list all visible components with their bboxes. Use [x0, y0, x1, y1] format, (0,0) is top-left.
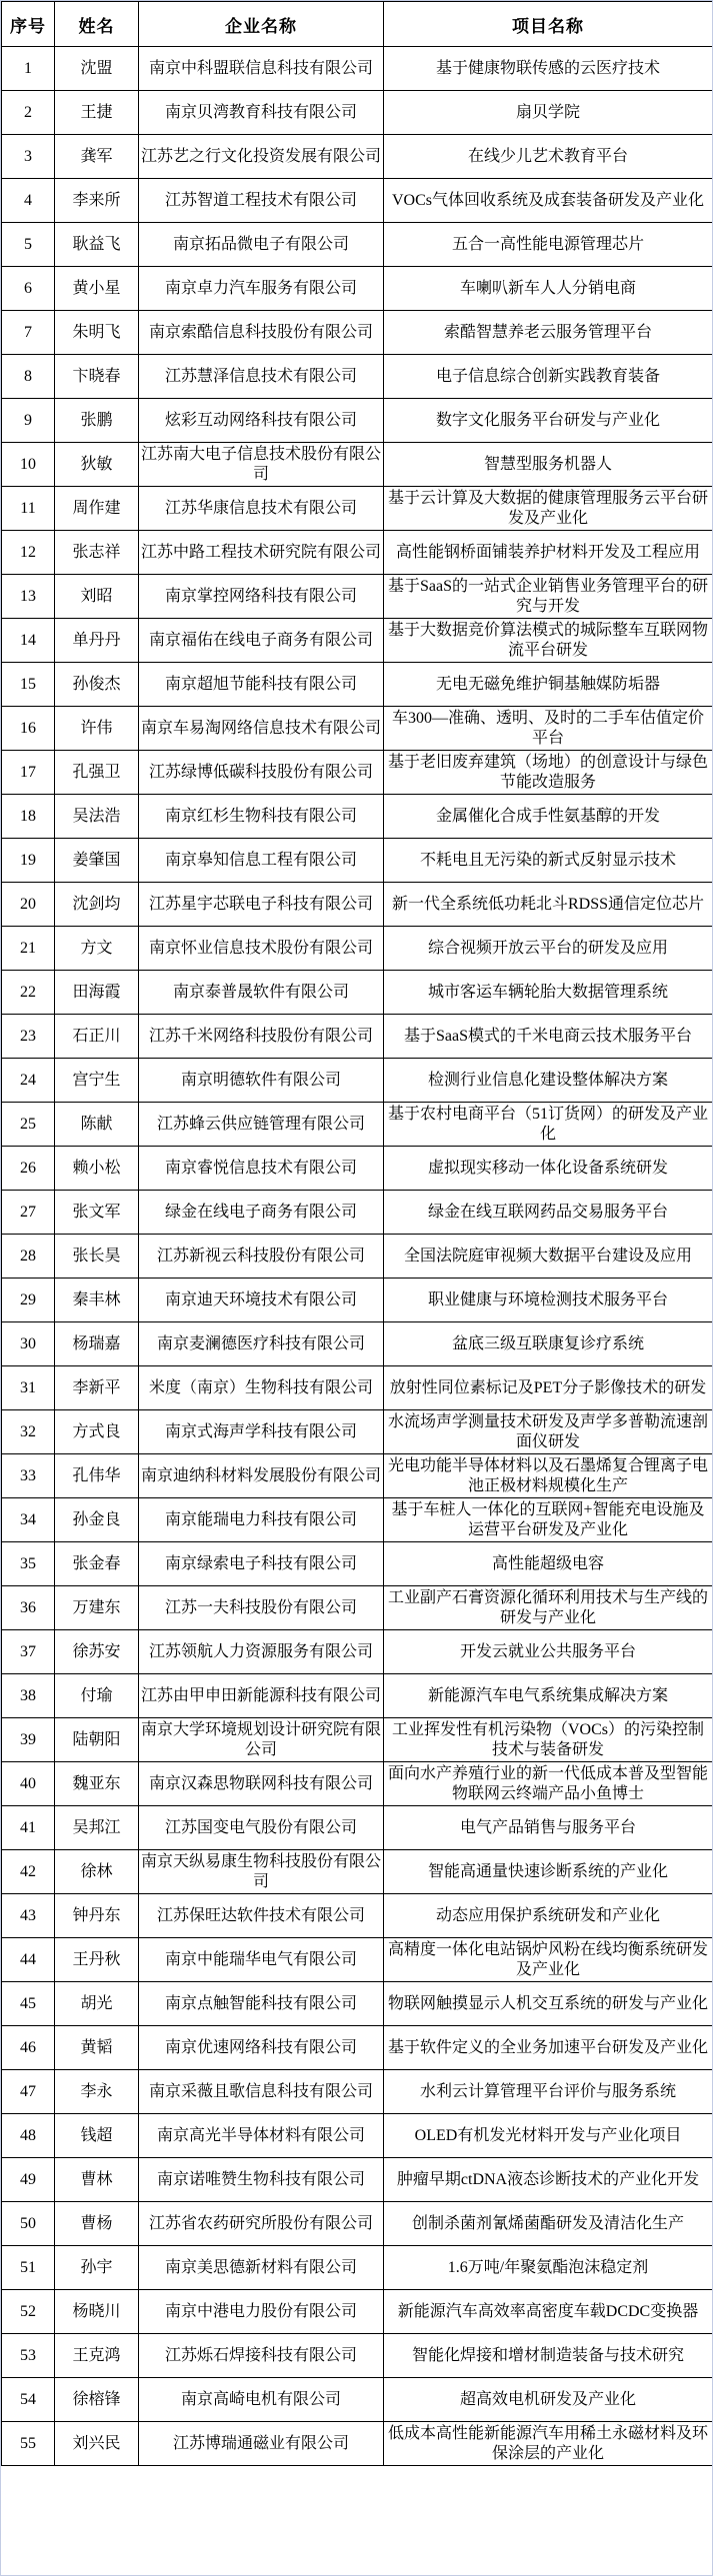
project-name-cell: 检测行业信息化建设整体解决方案 — [384, 1059, 713, 1103]
column-header-company: 企业名称 — [139, 2, 384, 47]
project-name-cell: 基于SaaS的一站式企业销售业务管理平台的研究与开发 — [384, 575, 713, 619]
project-name-cell: 电子信息综合创新实践教育装备 — [384, 355, 713, 399]
row-number-cell: 40 — [2, 1762, 55, 1806]
company-name-cell: 南京睿悦信息技术有限公司 — [139, 1147, 384, 1191]
row-number-cell: 48 — [2, 2114, 55, 2158]
table-row — [2, 443, 713, 487]
row-number-cell: 28 — [2, 1235, 55, 1279]
company-name-cell: 江苏博瑞通磁业有限公司 — [139, 2422, 384, 2466]
company-name-cell: 南京超旭节能科技有限公司 — [139, 663, 384, 707]
project-name-cell: 高性能钢桥面铺装养护材料开发及工程应用 — [384, 531, 713, 575]
person-name-cell: 黄韬 — [55, 2026, 139, 2070]
project-name-cell: 基于健康物联传感的云医疗技术 — [384, 47, 713, 91]
project-name-cell: 不耗电且无污染的新式反射显示技术 — [384, 839, 713, 883]
table-row — [2, 883, 713, 927]
table-row — [2, 1806, 713, 1850]
project-name-cell: 扇贝学院 — [384, 91, 713, 135]
company-name-cell: 南京中科盟联信息科技有限公司 — [139, 47, 384, 91]
company-name-cell: 南京绿索电子科技有限公司 — [139, 1542, 384, 1586]
row-number-cell: 55 — [2, 2422, 55, 2466]
person-name-cell: 沈剑均 — [55, 883, 139, 927]
table-row — [2, 91, 713, 135]
table-row — [2, 1718, 713, 1762]
company-name-cell: 南京采薇且歌信息科技有限公司 — [139, 2070, 384, 2114]
person-name-cell: 刘兴民 — [55, 2422, 139, 2466]
table-row — [2, 1498, 713, 1542]
project-name-cell: 智能化焊接和增材制造装备与技术研究 — [384, 2334, 713, 2378]
project-name-cell: 综合视频开放云平台的研发及应用 — [384, 927, 713, 971]
table-row — [2, 1279, 713, 1322]
company-name-cell: 南京迪天环境技术有限公司 — [139, 1279, 384, 1322]
table-row — [2, 47, 713, 91]
row-number-cell: 25 — [2, 1103, 55, 1147]
row-number-cell: 51 — [2, 2246, 55, 2290]
person-name-cell: 孙俊杰 — [55, 663, 139, 707]
person-name-cell: 石正川 — [55, 1015, 139, 1059]
person-name-cell: 田海霞 — [55, 971, 139, 1015]
header-row — [2, 2, 713, 47]
company-name-cell: 江苏慧泽信息技术有限公司 — [139, 355, 384, 399]
person-name-cell: 方文 — [55, 927, 139, 971]
row-number-cell: 11 — [2, 487, 55, 531]
company-name-cell: 南京拓品微电子有限公司 — [139, 223, 384, 267]
table-row — [2, 1982, 713, 2026]
row-number-cell: 42 — [2, 1850, 55, 1894]
project-name-cell: 工业挥发性有机污染物（VOCs）的污染控制技术与装备研发 — [384, 1718, 713, 1762]
person-name-cell: 宫宁生 — [55, 1059, 139, 1103]
project-name-cell: 五合一高性能电源管理芯片 — [384, 223, 713, 267]
table-row — [2, 1015, 713, 1059]
table-row — [2, 2158, 713, 2202]
table-row — [2, 839, 713, 883]
person-name-cell: 周作建 — [55, 487, 139, 531]
table-row — [2, 1191, 713, 1235]
row-number-cell: 5 — [2, 223, 55, 267]
row-number-cell: 43 — [2, 1894, 55, 1938]
person-name-cell: 刘昭 — [55, 575, 139, 619]
company-name-cell: 江苏省农药研究所股份有限公司 — [139, 2202, 384, 2246]
person-name-cell: 徐苏安 — [55, 1630, 139, 1674]
row-number-cell: 27 — [2, 1191, 55, 1235]
person-name-cell: 朱明飞 — [55, 311, 139, 355]
table-row — [2, 1366, 713, 1410]
table-row — [2, 1454, 713, 1498]
company-name-cell: 江苏一夫科技股份有限公司 — [139, 1586, 384, 1630]
row-number-cell: 3 — [2, 135, 55, 179]
person-name-cell: 王丹秋 — [55, 1938, 139, 1982]
table-row — [2, 2378, 713, 2422]
table-row — [2, 355, 713, 399]
person-name-cell: 李永 — [55, 2070, 139, 2114]
project-name-cell: 盆底三级互联康复诊疗系统 — [384, 1322, 713, 1366]
company-name-cell: 南京卓力汽车服务有限公司 — [139, 267, 384, 311]
table-body — [2, 47, 713, 2466]
table-row — [2, 1542, 713, 1586]
project-name-cell: 智慧型服务机器人 — [384, 443, 713, 487]
row-number-cell: 24 — [2, 1059, 55, 1103]
person-name-cell: 龚军 — [55, 135, 139, 179]
project-name-cell: 虚拟现实移动一体化设备系统研发 — [384, 1147, 713, 1191]
person-name-cell: 杨瑞嘉 — [55, 1322, 139, 1366]
row-number-cell: 10 — [2, 443, 55, 487]
project-name-cell: OLED有机发光材料开发与产业化项目 — [384, 2114, 713, 2158]
project-name-cell: 全国法院庭审视频大数据平台建设及应用 — [384, 1235, 713, 1279]
person-name-cell: 胡光 — [55, 1982, 139, 2026]
company-name-cell: 南京车易淘网络信息技术有限公司 — [139, 707, 384, 751]
project-name-cell: VOCs气体回收系统及成套装备研发及产业化 — [384, 179, 713, 223]
company-name-cell: 江苏千米网络科技股份有限公司 — [139, 1015, 384, 1059]
company-name-cell: 南京麦澜德医疗科技有限公司 — [139, 1322, 384, 1366]
company-name-cell: 江苏星宇芯联电子科技有限公司 — [139, 883, 384, 927]
person-name-cell: 方式良 — [55, 1410, 139, 1454]
person-name-cell: 王捷 — [55, 91, 139, 135]
person-name-cell: 张志祥 — [55, 531, 139, 575]
project-name-cell: 城市客运车辆轮胎大数据管理系统 — [384, 971, 713, 1015]
person-name-cell: 狄敏 — [55, 443, 139, 487]
person-name-cell: 许伟 — [55, 707, 139, 751]
project-name-cell: 金属催化合成手性氨基醇的开发 — [384, 795, 713, 839]
company-name-cell: 南京诺唯赞生物科技有限公司 — [139, 2158, 384, 2202]
project-name-cell: 数字文化服务平台研发与产业化 — [384, 399, 713, 443]
project-name-cell: 高精度一体化电站锅炉风粉在线均衡系统研发及产业化 — [384, 1938, 713, 1982]
company-name-cell: 南京天纵易康生物科技股份有限公司 — [139, 1850, 384, 1894]
table-row — [2, 1147, 713, 1191]
row-number-cell: 33 — [2, 1454, 55, 1498]
row-number-cell: 31 — [2, 1366, 55, 1410]
company-name-cell: 南京掌控网络科技有限公司 — [139, 575, 384, 619]
person-name-cell: 孙宇 — [55, 2246, 139, 2290]
person-name-cell: 徐榕锋 — [55, 2378, 139, 2422]
project-name-cell: 高性能超级电容 — [384, 1542, 713, 1586]
person-name-cell: 陈献 — [55, 1103, 139, 1147]
person-name-cell: 杨晓川 — [55, 2290, 139, 2334]
table-row — [2, 2290, 713, 2334]
table-header — [2, 2, 713, 47]
project-name-cell: 开发云就业公共服务平台 — [384, 1630, 713, 1674]
row-number-cell: 9 — [2, 399, 55, 443]
company-name-cell: 南京能瑞电力科技有限公司 — [139, 1498, 384, 1542]
table-row — [2, 399, 713, 443]
company-name-cell: 江苏保旺达软件技术有限公司 — [139, 1894, 384, 1938]
person-name-cell: 孙金良 — [55, 1498, 139, 1542]
row-number-cell: 19 — [2, 839, 55, 883]
project-name-cell: 超高效电机研发及产业化 — [384, 2378, 713, 2422]
person-name-cell: 张金春 — [55, 1542, 139, 1586]
row-number-cell: 49 — [2, 2158, 55, 2202]
project-name-cell: 在线少儿艺术教育平台 — [384, 135, 713, 179]
project-name-cell: 光电功能半导体材料以及石墨烯复合锂离子电池正极材料规模化生产 — [384, 1454, 713, 1498]
row-number-cell: 23 — [2, 1015, 55, 1059]
table-row — [2, 1410, 713, 1454]
project-name-cell: 基于大数据竞价算法模式的城际整车互联网物流平台研发 — [384, 619, 713, 663]
row-number-cell: 16 — [2, 707, 55, 751]
column-header-name: 姓名 — [55, 2, 139, 47]
project-name-cell: 基于老旧废弃建筑（场地）的创意设计与绿色节能改造服务 — [384, 751, 713, 795]
row-number-cell: 22 — [2, 971, 55, 1015]
company-name-cell: 南京明德软件有限公司 — [139, 1059, 384, 1103]
table-row — [2, 135, 713, 179]
person-name-cell: 张鹏 — [55, 399, 139, 443]
project-name-cell: 基于车桩人一体化的互联网+智能充电设施及运营平台研发及产业化 — [384, 1498, 713, 1542]
table-row — [2, 531, 713, 575]
company-name-cell: 江苏绿博低碳科技股份有限公司 — [139, 751, 384, 795]
row-number-cell: 21 — [2, 927, 55, 971]
row-number-cell: 26 — [2, 1147, 55, 1191]
column-header-index: 序号 — [2, 2, 55, 47]
table-row — [2, 575, 713, 619]
project-name-cell: 肿瘤早期ctDNA液态诊断技术的产业化开发 — [384, 2158, 713, 2202]
row-number-cell: 38 — [2, 1674, 55, 1718]
table-row — [2, 1762, 713, 1806]
row-number-cell: 7 — [2, 311, 55, 355]
company-name-cell: 江苏由甲申田新能源科技有限公司 — [139, 1674, 384, 1718]
person-name-cell: 耿益飞 — [55, 223, 139, 267]
company-name-cell: 南京中港电力股份有限公司 — [139, 2290, 384, 2334]
company-name-cell: 江苏新视云科技股份有限公司 — [139, 1235, 384, 1279]
table-row — [2, 267, 713, 311]
table-row — [2, 751, 713, 795]
person-name-cell: 沈盟 — [55, 47, 139, 91]
company-name-cell: 绿金在线电子商务有限公司 — [139, 1191, 384, 1235]
person-name-cell: 李来所 — [55, 179, 139, 223]
table-row — [2, 619, 713, 663]
company-name-cell: 江苏艺之行文化投资发展有限公司 — [139, 135, 384, 179]
row-number-cell: 50 — [2, 2202, 55, 2246]
row-number-cell: 2 — [2, 91, 55, 135]
company-name-cell: 南京福佑在线电子商务有限公司 — [139, 619, 384, 663]
table-row — [2, 2202, 713, 2246]
project-name-cell: 工业副产石膏资源化循环利用技术与生产线的研发与产业化 — [384, 1586, 713, 1630]
table-row — [2, 1235, 713, 1279]
person-name-cell: 张文军 — [55, 1191, 139, 1235]
row-number-cell: 44 — [2, 1938, 55, 1982]
project-name-cell: 无电无磁免维护铜基触媒防垢器 — [384, 663, 713, 707]
table-row — [2, 1103, 713, 1147]
row-number-cell: 46 — [2, 2026, 55, 2070]
company-name-cell: 南京泰普晟软件有限公司 — [139, 971, 384, 1015]
person-name-cell: 陆朝阳 — [55, 1718, 139, 1762]
project-name-cell: 绿金在线互联网药品交易服务平台 — [384, 1191, 713, 1235]
person-name-cell: 单丹丹 — [55, 619, 139, 663]
person-name-cell: 吴法浩 — [55, 795, 139, 839]
project-name-cell: 创制杀菌剂氰烯菌酯研发及清洁化生产 — [384, 2202, 713, 2246]
table-row — [2, 2246, 713, 2290]
company-name-cell: 南京大学环境规划设计研究院有限公司 — [139, 1718, 384, 1762]
table-row — [2, 663, 713, 707]
table-row — [2, 2070, 713, 2114]
person-name-cell: 万建东 — [55, 1586, 139, 1630]
company-name-cell: 南京高光半导体材料有限公司 — [139, 2114, 384, 2158]
table-row — [2, 971, 713, 1015]
row-number-cell: 36 — [2, 1586, 55, 1630]
table-row — [2, 1894, 713, 1938]
row-number-cell: 54 — [2, 2378, 55, 2422]
person-name-cell: 钱超 — [55, 2114, 139, 2158]
row-number-cell: 41 — [2, 1806, 55, 1850]
table-row — [2, 927, 713, 971]
person-name-cell: 李新平 — [55, 1366, 139, 1410]
company-name-cell: 南京红杉生物科技有限公司 — [139, 795, 384, 839]
project-name-cell: 索酷智慧养老云服务管理平台 — [384, 311, 713, 355]
project-name-cell: 1.6万吨/年聚氨酯泡沫稳定剂 — [384, 2246, 713, 2290]
table-row — [2, 1630, 713, 1674]
person-name-cell: 曹杨 — [55, 2202, 139, 2246]
project-name-cell: 新一代全系统低功耗北斗RDSS通信定位芯片 — [384, 883, 713, 927]
table-row — [2, 1586, 713, 1630]
table-row — [2, 223, 713, 267]
project-name-cell: 基于SaaS模式的千米电商云技术服务平台 — [384, 1015, 713, 1059]
person-name-cell: 钟丹东 — [55, 1894, 139, 1938]
project-name-cell: 电气产品销售与服务平台 — [384, 1806, 713, 1850]
row-number-cell: 6 — [2, 267, 55, 311]
row-number-cell: 29 — [2, 1279, 55, 1322]
project-name-cell: 动态应用保护系统研发和产业化 — [384, 1894, 713, 1938]
person-name-cell: 孔强卫 — [55, 751, 139, 795]
project-name-cell: 低成本高性能新能源汽车用稀土永磁材料及环保涂层的产业化 — [384, 2422, 713, 2466]
company-name-cell: 南京点触智能科技有限公司 — [139, 1982, 384, 2026]
company-name-cell: 江苏华康信息技术有限公司 — [139, 487, 384, 531]
company-name-cell: 南京中能瑞华电气有限公司 — [139, 1938, 384, 1982]
project-name-cell: 车300—准确、透明、及时的二手车估值定价平台 — [384, 707, 713, 751]
row-number-cell: 17 — [2, 751, 55, 795]
project-name-cell: 智能高通量快速诊断系统的产业化 — [384, 1850, 713, 1894]
person-name-cell: 付瑜 — [55, 1674, 139, 1718]
person-name-cell: 卞晓春 — [55, 355, 139, 399]
row-number-cell: 34 — [2, 1498, 55, 1542]
table-row — [2, 1674, 713, 1718]
row-number-cell: 45 — [2, 1982, 55, 2026]
company-name-cell: 南京皋知信息工程有限公司 — [139, 839, 384, 883]
person-name-cell: 赖小松 — [55, 1147, 139, 1191]
company-name-cell: 江苏智道工程技术有限公司 — [139, 179, 384, 223]
table-row — [2, 487, 713, 531]
table-row — [2, 2026, 713, 2070]
company-name-cell: 江苏国变电气股份有限公司 — [139, 1806, 384, 1850]
row-number-cell: 14 — [2, 619, 55, 663]
project-name-cell: 水利云计算管理平台评价与服务系统 — [384, 2070, 713, 2114]
company-name-cell: 南京索酷信息科技股份有限公司 — [139, 311, 384, 355]
person-name-cell: 黄小星 — [55, 267, 139, 311]
table-row — [2, 2422, 713, 2466]
company-name-cell: 南京优速网络科技有限公司 — [139, 2026, 384, 2070]
project-name-cell: 物联网触摸显示人机交互系统的研发与产业化 — [384, 1982, 713, 2026]
company-name-cell: 南京怀业信息技术股份有限公司 — [139, 927, 384, 971]
row-number-cell: 37 — [2, 1630, 55, 1674]
company-name-cell: 米度（南京）生物科技有限公司 — [139, 1366, 384, 1410]
row-number-cell: 35 — [2, 1542, 55, 1586]
table-row — [2, 795, 713, 839]
project-name-cell: 新能源汽车高效率高密度车载DCDC变换器 — [384, 2290, 713, 2334]
table-row — [2, 1059, 713, 1103]
project-name-cell: 新能源汽车电气系统集成解决方案 — [384, 1674, 713, 1718]
project-name-cell: 基于云计算及大数据的健康管理服务云平台研发及产业化 — [384, 487, 713, 531]
person-name-cell: 姜肇国 — [55, 839, 139, 883]
person-name-cell: 徐林 — [55, 1850, 139, 1894]
person-name-cell: 张长昊 — [55, 1235, 139, 1279]
person-name-cell: 吴邦江 — [55, 1806, 139, 1850]
project-name-cell: 放射性同位素标记及PET分子影像技术的研发 — [384, 1366, 713, 1410]
company-name-cell: 江苏中路工程技术研究院有限公司 — [139, 531, 384, 575]
row-number-cell: 4 — [2, 179, 55, 223]
row-number-cell: 52 — [2, 2290, 55, 2334]
row-number-cell: 12 — [2, 531, 55, 575]
person-name-cell: 王克鸿 — [55, 2334, 139, 2378]
row-number-cell: 53 — [2, 2334, 55, 2378]
row-number-cell: 47 — [2, 2070, 55, 2114]
company-name-cell: 南京美思德新材料有限公司 — [139, 2246, 384, 2290]
project-name-cell: 职业健康与环境检测技术服务平台 — [384, 1279, 713, 1322]
table-row — [2, 179, 713, 223]
table-row — [2, 707, 713, 751]
row-number-cell: 18 — [2, 795, 55, 839]
row-number-cell: 39 — [2, 1718, 55, 1762]
table-row — [2, 311, 713, 355]
company-name-cell: 南京迪纳科材料发展股份有限公司 — [139, 1454, 384, 1498]
table-row — [2, 2114, 713, 2158]
row-number-cell: 15 — [2, 663, 55, 707]
row-number-cell: 8 — [2, 355, 55, 399]
company-name-cell: 南京贝湾教育科技有限公司 — [139, 91, 384, 135]
person-name-cell: 魏亚东 — [55, 1762, 139, 1806]
project-name-cell: 基于软件定义的全业务加速平台研发及产业化 — [384, 2026, 713, 2070]
table-row — [2, 1322, 713, 1366]
project-name-cell: 面向水产养殖行业的新一代低成本普及型智能物联网云终端产品小鱼博士 — [384, 1762, 713, 1806]
table-row — [2, 2334, 713, 2378]
row-number-cell: 20 — [2, 883, 55, 927]
row-number-cell: 1 — [2, 47, 55, 91]
companies-table — [1, 1, 713, 2466]
company-name-cell: 江苏蜂云供应链管理有限公司 — [139, 1103, 384, 1147]
row-number-cell: 30 — [2, 1322, 55, 1366]
person-name-cell: 孔伟华 — [55, 1454, 139, 1498]
company-name-cell: 南京汉森思物联网科技有限公司 — [139, 1762, 384, 1806]
company-name-cell: 炫彩互动网络科技有限公司 — [139, 399, 384, 443]
row-number-cell: 32 — [2, 1410, 55, 1454]
column-header-project: 项目名称 — [384, 2, 713, 47]
table-row — [2, 1938, 713, 1982]
company-name-cell: 南京高崎电机有限公司 — [139, 2378, 384, 2422]
company-name-cell: 江苏领航人力资源服务有限公司 — [139, 1630, 384, 1674]
project-name-cell: 基于农村电商平台（51订货网）的研发及产业化 — [384, 1103, 713, 1147]
person-name-cell: 曹林 — [55, 2158, 139, 2202]
row-number-cell: 13 — [2, 575, 55, 619]
person-name-cell: 秦丰林 — [55, 1279, 139, 1322]
project-name-cell: 水流场声学测量技术研发及声学多普勒流速剖面仪研发 — [384, 1410, 713, 1454]
table-row — [2, 1850, 713, 1894]
company-name-cell: 江苏烁石焊接科技有限公司 — [139, 2334, 384, 2378]
company-name-cell: 南京式海声学科技有限公司 — [139, 1410, 384, 1454]
company-name-cell: 江苏南大电子信息技术股份有限公司 — [139, 443, 384, 487]
project-name-cell: 车喇叭新车人人分销电商 — [384, 267, 713, 311]
